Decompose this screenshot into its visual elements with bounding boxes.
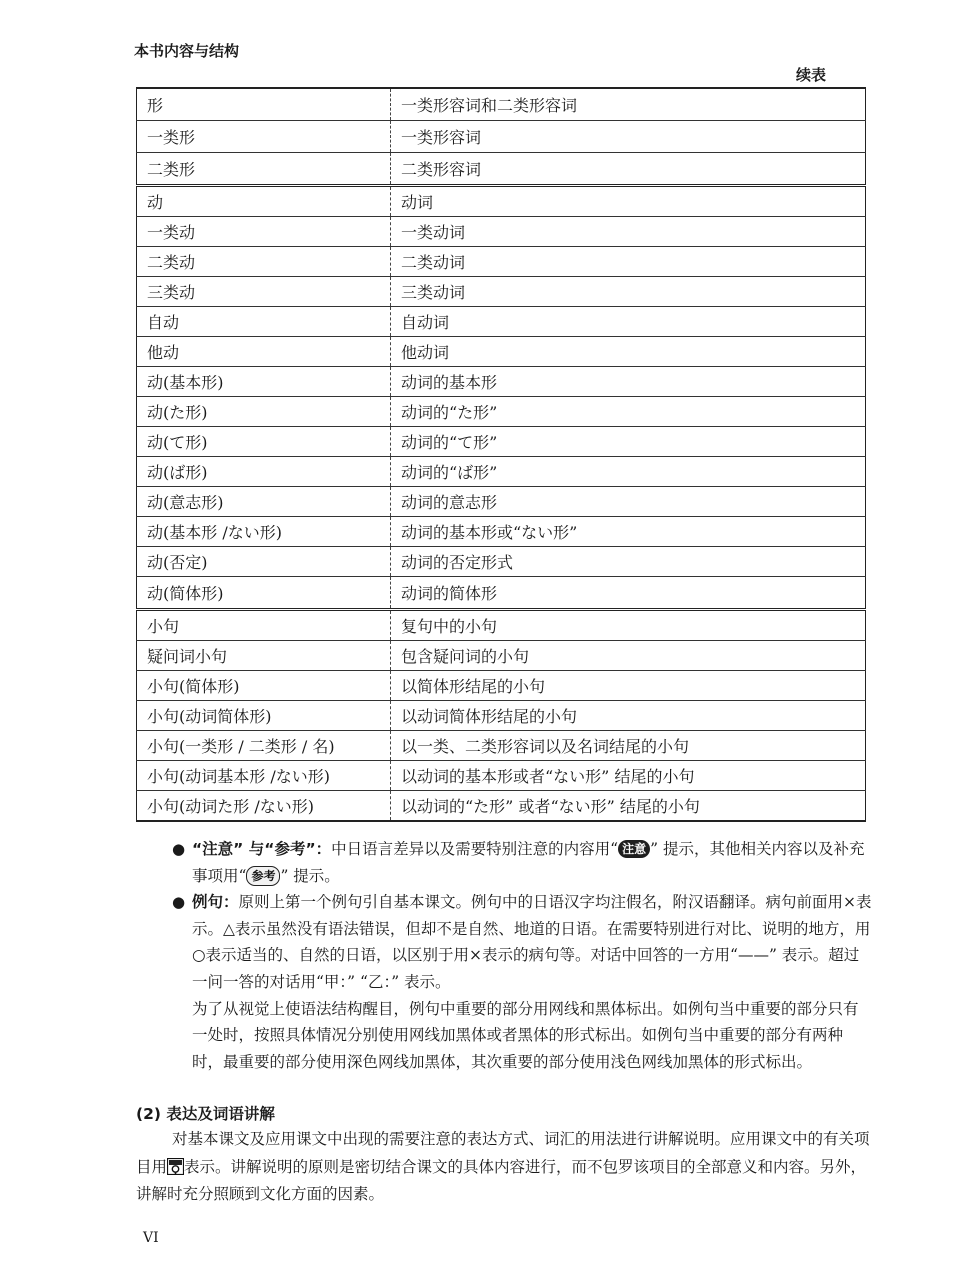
table-row bbox=[137, 671, 866, 701]
section-2-text-a: 对基本课文及应用课文中出现的需要注意的表达方式、词汇的用法进行讲解说明。应用课文中的有关项目用 bbox=[136, 1130, 870, 1176]
abbreviation-cell: 动(简体形) bbox=[137, 577, 391, 610]
meaning-cell: 自动词 bbox=[391, 307, 866, 337]
abbreviation-cell: 他动 bbox=[137, 337, 391, 367]
abbreviation-cell: 形 bbox=[137, 88, 391, 121]
abbreviation-cell: 二类形 bbox=[137, 153, 391, 186]
table-row bbox=[137, 247, 866, 277]
table-row bbox=[137, 761, 866, 791]
abbreviation-cell: 动(意志形) bbox=[137, 487, 391, 517]
meaning-cell: 三类动词 bbox=[391, 277, 866, 307]
explanation-mark-icon bbox=[167, 1157, 184, 1174]
meaning-cell: 以一类、二类形容词以及名词结尾的小句 bbox=[391, 731, 866, 761]
meaning-cell: 动词的简体形 bbox=[391, 577, 866, 610]
meaning-cell: 一类动词 bbox=[391, 217, 866, 247]
table-row bbox=[137, 701, 866, 731]
attention-badge: 注意 bbox=[618, 840, 650, 858]
meaning-cell: 一类形容词和二类形容词 bbox=[391, 88, 866, 121]
notes-text-a: 中日语言差异以及需要特别注意的内容用“ bbox=[331, 840, 619, 858]
meaning-cell: 以简体形结尾的小句 bbox=[391, 671, 866, 701]
abbreviation-cell: 小句(简体形) bbox=[137, 671, 391, 701]
meaning-cell: 二类形容词 bbox=[391, 153, 866, 186]
table-row bbox=[137, 277, 866, 307]
table-row bbox=[137, 307, 866, 337]
meaning-cell: 动词的否定形式 bbox=[391, 547, 866, 577]
meaning-cell: 包含疑问词的小句 bbox=[391, 641, 866, 671]
meaning-cell: 以动词的“た形” 或者“ない形” 结尾的小句 bbox=[391, 791, 866, 822]
abbreviation-cell: 小句(一类形 / 二类形 / 名) bbox=[137, 731, 391, 761]
abbreviation-cell: 小句(动词简体形) bbox=[137, 701, 391, 731]
abbreviation-cell: 动(て形) bbox=[137, 427, 391, 457]
abbreviation-cell: 小句 bbox=[137, 610, 391, 641]
abbreviation-table-body bbox=[137, 88, 866, 821]
meaning-cell: 动词的基本形或“ない形” bbox=[391, 517, 866, 547]
notes-term-colon: ： bbox=[315, 840, 332, 858]
abbreviation-cell: 一类形 bbox=[137, 121, 391, 153]
table-row bbox=[137, 88, 866, 121]
abbreviation-cell: 动(基本形) bbox=[137, 367, 391, 397]
table-row bbox=[137, 731, 866, 761]
section-2-heading: (2) 表达及词语讲解 bbox=[136, 1105, 275, 1123]
meaning-cell: 动词的基本形 bbox=[391, 367, 866, 397]
table-row bbox=[137, 397, 866, 427]
notes-text-c: ” 提示。 bbox=[280, 866, 340, 885]
meaning-cell: 动词的意志形 bbox=[391, 487, 866, 517]
abbreviation-cell: 动 bbox=[137, 186, 391, 217]
table-row bbox=[137, 337, 866, 367]
reference-badge: 参考 bbox=[246, 866, 280, 886]
table-row bbox=[137, 217, 866, 247]
abbreviation-cell: 二类动 bbox=[137, 247, 391, 277]
table-row bbox=[137, 367, 866, 397]
table-row bbox=[137, 517, 866, 547]
abbreviation-cell: 自动 bbox=[137, 307, 391, 337]
examples-term-colon: ： bbox=[223, 893, 239, 912]
meaning-cell: 动词的“ば形” bbox=[391, 457, 866, 487]
meaning-cell: 动词的“て形” bbox=[391, 427, 866, 457]
examples-term: 例句 bbox=[192, 893, 224, 912]
table-row bbox=[137, 121, 866, 153]
table-row bbox=[137, 577, 866, 610]
table-row bbox=[137, 153, 866, 186]
abbreviation-cell: 小句(动词た形 /ない形) bbox=[137, 791, 391, 822]
abbreviation-cell: 小句(动词基本形 /ない形) bbox=[137, 761, 391, 791]
abbreviation-cell: 动(た形) bbox=[137, 397, 391, 427]
table-row bbox=[137, 427, 866, 457]
page-number: VI bbox=[143, 1230, 159, 1246]
running-head: 本书内容与结构 bbox=[134, 42, 240, 60]
notes-term: “注意” 与“参考” bbox=[192, 840, 316, 858]
examples-paragraph-2: 为了从视觉上使语法结构醒目，例句中重要的部分用网线和黑体标出。如例句当中重要的部分只有一处时，按照具体情况分别使用网线加黑体或者黑体的形式标出。如例句当中重要的部分有两种时，最重要的部分使用深色网线加黑体，其次重要的部分使用浅色网线加黑体的形式标出。 bbox=[192, 999, 859, 1071]
section-2-body bbox=[136, 1126, 872, 1209]
meaning-cell: 复句中的小句 bbox=[391, 610, 866, 641]
table-row bbox=[137, 641, 866, 671]
meaning-cell: 他动词 bbox=[391, 337, 866, 367]
abbreviation-cell: 动(基本形 /ない形) bbox=[137, 517, 391, 547]
table-row bbox=[137, 610, 866, 641]
abbreviation-cell: 动(ば形) bbox=[137, 457, 391, 487]
bullet-notes bbox=[172, 836, 872, 889]
meaning-cell: 动词 bbox=[391, 186, 866, 217]
continued-label: 续表 bbox=[796, 66, 827, 84]
meaning-cell: 二类动词 bbox=[391, 247, 866, 277]
abbreviation-table bbox=[136, 87, 866, 822]
table-row bbox=[137, 547, 866, 577]
notes-text-b: ” 提示，其他相关内容以及补充事项用“ bbox=[192, 840, 865, 885]
table-row bbox=[137, 457, 866, 487]
section-2-text-b: 表示。讲解说明的原则是密切结合课文的具体内容进行，而不包罗该项目的全部意义和内容。另外，讲解时充分照顾到文化方面的因素。 bbox=[136, 1157, 867, 1203]
abbreviation-cell: 三类动 bbox=[137, 277, 391, 307]
bullet-dot: ● bbox=[172, 893, 186, 912]
table-row bbox=[137, 487, 866, 517]
abbreviation-cell: 一类动 bbox=[137, 217, 391, 247]
meaning-cell: 以动词的基本形或者“ない形” 结尾的小句 bbox=[391, 761, 866, 791]
abbreviation-cell: 动(否定) bbox=[137, 547, 391, 577]
abbreviation-cell: 疑问词小句 bbox=[137, 641, 391, 671]
meaning-cell: 一类形容词 bbox=[391, 121, 866, 153]
table-row bbox=[137, 186, 866, 217]
bullet-dot: ● bbox=[172, 840, 186, 858]
examples-text: 原则上第一个例句引自基本课文。例句中的日语汉字均注假名，附汉语翻译。病句前面用×表示。△表示虽然没有语法错误，但却不是自然、地道的日语。在需要特别进行对比、说明的地方，用○表示适当的、自然的日语，以区别于用×表示的病句等。对话中回答的一方用“——” 表示。超过一问一答的对话用“甲：” “乙：” 表示。 bbox=[192, 893, 872, 991]
meaning-cell: 以动词简体形结尾的小句 bbox=[391, 701, 866, 731]
bullet-examples bbox=[172, 889, 872, 995]
meaning-cell: 动词的“た形” bbox=[391, 397, 866, 427]
notes-section bbox=[172, 836, 872, 1075]
table-row bbox=[137, 791, 866, 822]
